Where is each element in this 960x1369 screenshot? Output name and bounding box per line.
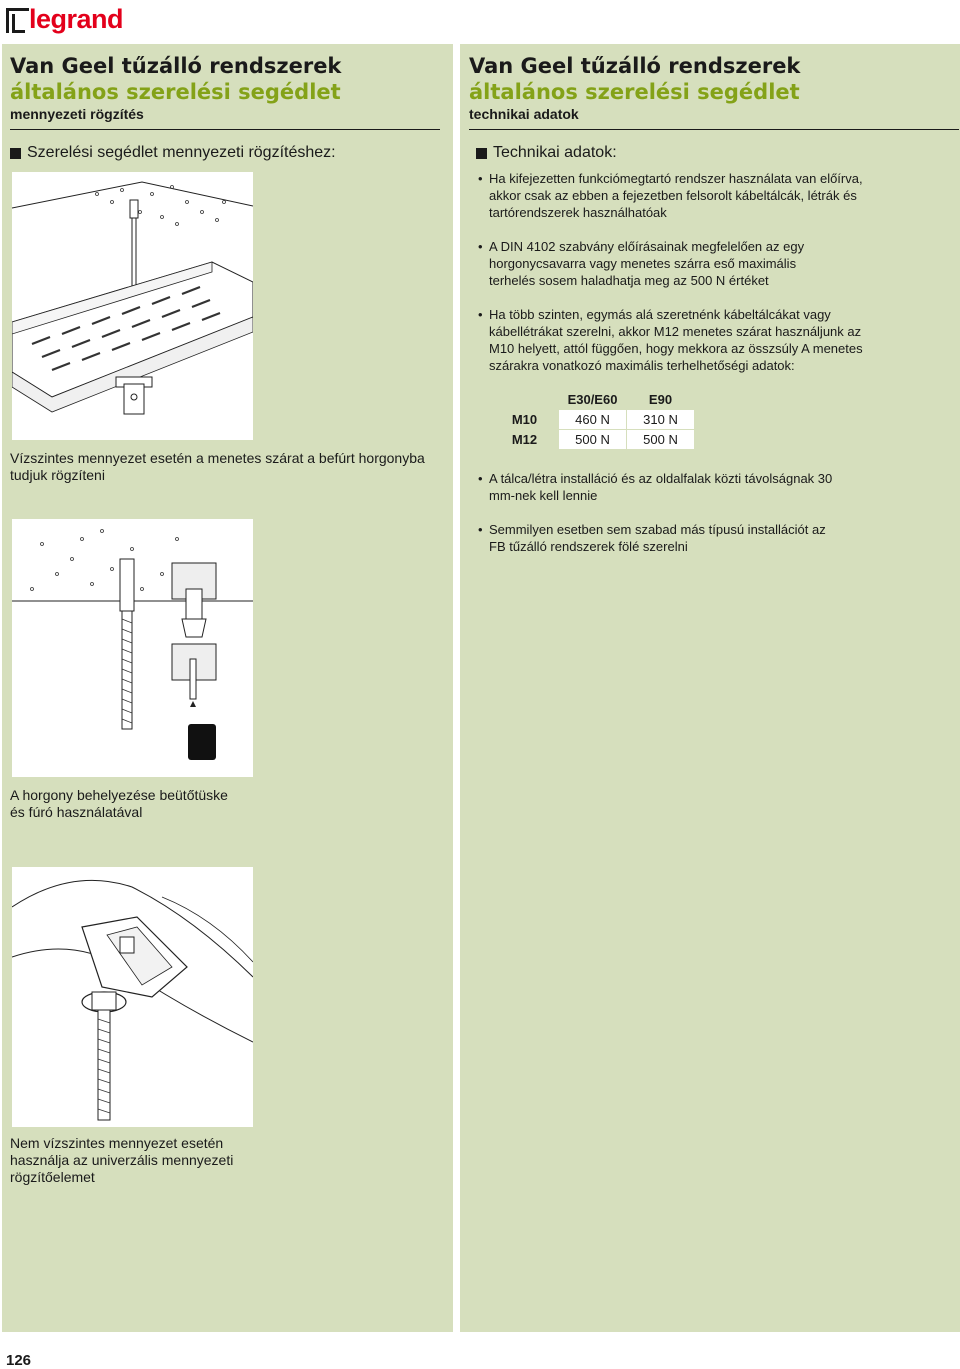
- left-title-line1: Van Geel tűzálló rendszerek: [10, 54, 342, 78]
- left-section-heading-text: Szerelési segédlet mennyezeti rögzítéshez:: [27, 144, 336, 161]
- left-section-heading: [10, 144, 336, 162]
- left-title: [10, 53, 341, 105]
- illustration-cable-tray-ceiling: [12, 172, 253, 440]
- technical-bullets-continued: [478, 470, 948, 555]
- load-table-cell: 460 N: [559, 410, 627, 430]
- right-title-line2: általános szerelési segédlet: [469, 80, 800, 104]
- legrand-logo-mark: [6, 8, 26, 30]
- bullet-item: • Semmilyen esetben sem szabad más típusú installációt az FB tűzálló rendszerek fölé szerelni: [478, 521, 838, 555]
- illustration-anchor-insertion: [12, 519, 253, 777]
- caption-anchor-insertion: A horgony behelyezése beütőtüske és fúró használatával: [10, 787, 228, 820]
- load-table-cell: 500 N: [559, 430, 627, 450]
- anchor-insertion-drawing: [12, 519, 253, 777]
- load-table-row-label: M12: [491, 430, 559, 450]
- page-number: 126: [6, 1352, 32, 1369]
- caption-universal-fastener: Nem vízszintes mennyezet esetén használja az univerzális mennyezeti rögzítőelemet: [10, 1135, 234, 1185]
- load-table-header-row: [491, 390, 695, 410]
- left-divider: [10, 129, 440, 130]
- right-subtitle: technikai adatok: [469, 106, 579, 122]
- load-table: [490, 389, 695, 450]
- cable-tray-drawing: [12, 172, 253, 440]
- load-table-row-label: M10: [491, 410, 559, 430]
- caption-horizontal-ceiling: Vízszintes mennyezet esetén a menetes szárat a befúrt horgonyba tudjuk rögzíteni: [10, 450, 425, 483]
- legrand-logo: [6, 4, 123, 34]
- technical-bullets: [478, 170, 948, 374]
- universal-fastener-drawing: [12, 867, 253, 1127]
- legrand-logo-text: legrand: [29, 3, 124, 34]
- table-row: [491, 430, 695, 450]
- left-subtitle: mennyezeti rögzítés: [10, 106, 144, 122]
- bullet-item: • Ha kifejezetten funkciómegtartó rendszer használata van előírva, akkor csak az ebben a fejezetben felsorolt kábeltálcák, létrák és tartórendszerek használhatóak: [478, 170, 878, 221]
- right-section-heading: [476, 144, 617, 162]
- left-title-line2: általános szerelési segédlet: [10, 80, 341, 104]
- load-table-corner: [491, 390, 559, 410]
- right-section-heading-text: Technikai adatok:: [493, 144, 617, 161]
- right-title-line1: Van Geel tűzálló rendszerek: [469, 54, 801, 78]
- bullet-square-icon: [10, 148, 21, 159]
- bullet-item: • A DIN 4102 szabvány előírásainak megfelelően az egy horgonycsavarra vagy menetes szárra eső maximális terhelés sosem haladhatja meg az 500 N értéket: [478, 238, 828, 289]
- right-title: [469, 53, 800, 105]
- load-table-cell: 500 N: [627, 430, 695, 450]
- illustration-universal-fastener: [12, 867, 253, 1127]
- load-table-header: E30/E60: [559, 390, 627, 410]
- table-row: [491, 410, 695, 430]
- load-table-cell: 310 N: [627, 410, 695, 430]
- bullet-square-icon: [476, 148, 487, 159]
- bullet-item: • A tálca/létra installáció és az oldalfalak közti távolságnak 30 mm-nek kell lennie: [478, 470, 838, 504]
- load-table-header: E90: [627, 390, 695, 410]
- bullet-item: • Ha több szinten, egymás alá szeretnénk kábeltálcákat vagy kábellétrákat szerelni, akkor M12 menetes szárat használjunk az M10 helyett, attól függően, hogy mekkora az összsúly A menetes szárakra vonatkozó maximális terhelhetőségi adatok:: [478, 306, 870, 374]
- right-divider: [469, 129, 959, 130]
